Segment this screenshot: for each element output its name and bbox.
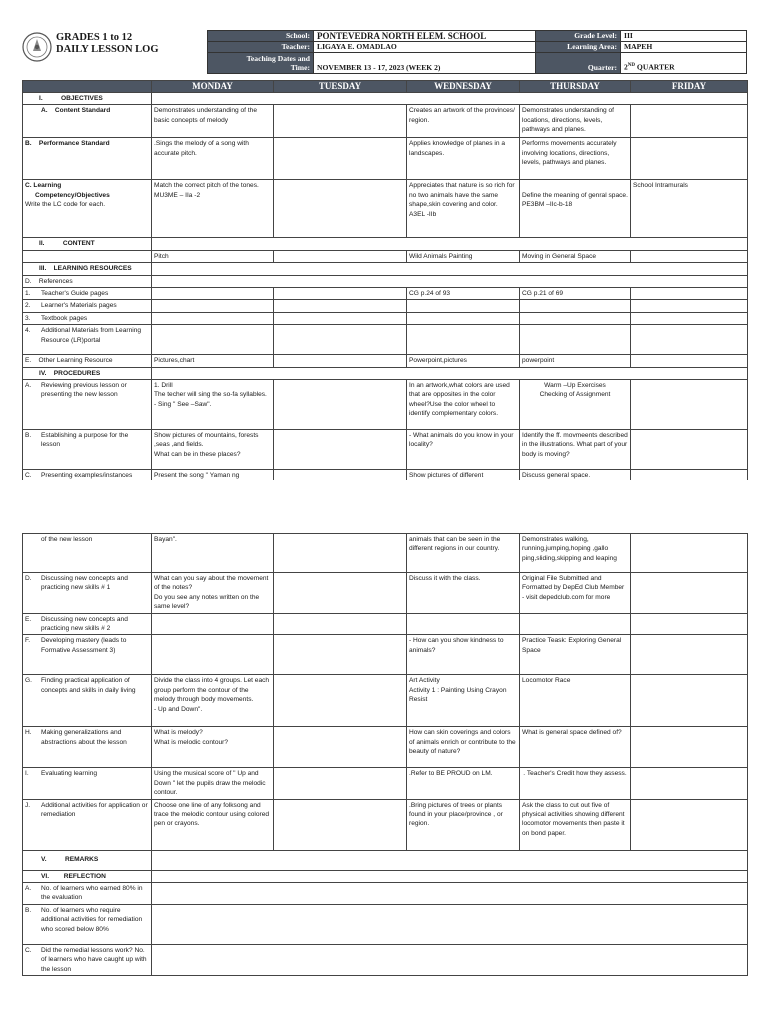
item-label: Establishing a purpose for the lesson (41, 432, 129, 449)
item-number: 4. (25, 327, 31, 335)
table-row (23, 238, 748, 250)
page-gap (0, 480, 768, 522)
table-row (23, 263, 748, 275)
table-row (23, 534, 748, 573)
table-row (23, 883, 748, 905)
cell-fri (631, 355, 748, 367)
teacher-value: LIGAYA E. OMADLAO (314, 42, 536, 53)
row-label-reviewing (23, 380, 152, 430)
cell-tue (274, 799, 407, 850)
day-monday: MONDAY (152, 81, 274, 93)
cell-fri: School Intramurals (631, 180, 748, 238)
cell-mon (152, 300, 274, 312)
cell-thu: Identify the ff. movmeents described in the illustrations. What part of your body is moving? (520, 430, 631, 470)
dates-text: NOVEMBER 13 - 17, 2023 (WEEK 2) (317, 63, 441, 72)
item-label: Making generalizations and abstractions about the lesson (41, 729, 127, 746)
cell-mon: Present the song " Yaman ng (152, 470, 274, 482)
cell-wed: Appreciates that nature is so rich for no two animals have the same shape,skin covering and color. A3EL -IIb (407, 180, 520, 238)
cell-wed: Powerpoint,pictures (407, 355, 520, 367)
cell-wed (407, 300, 520, 312)
item-label: Teacher's Guide pages (41, 290, 109, 298)
cell-fri (631, 768, 748, 799)
cell-tue (274, 180, 407, 238)
day-header-blank (23, 81, 152, 93)
school-value: PONTEVEDRA NORTH ELEM. SCHOOL (314, 31, 536, 42)
item-label: Additional activities for application or remediation (41, 801, 148, 819)
table-row (23, 675, 748, 727)
deped-seal-logo (22, 31, 52, 63)
item-label: Developing mastery (leads to Formative Assessment 3) (41, 637, 127, 654)
cell-mon: Show pictures of mountains, forests ,seas ,and fields. What can be in these places? (152, 430, 274, 470)
table-row (23, 312, 748, 324)
table-row (23, 288, 748, 300)
day-header-row (23, 81, 748, 93)
row-label-evaluating (23, 768, 152, 799)
cell-mon (152, 288, 274, 300)
cell-thu (520, 325, 631, 355)
quarter-num: 2 (624, 63, 628, 72)
cell-thu (520, 300, 631, 312)
row-label-reflection-c (23, 944, 152, 975)
cell-thu: Demonstrates understanding of locations, directions, levels, pathways and planes. (520, 105, 631, 138)
row-label-reflection-a (23, 883, 152, 905)
table-row (23, 944, 748, 975)
item-number: B. (25, 906, 32, 914)
cell-mon: Pitch (152, 250, 274, 262)
quarter-label-text: Quarter: (587, 63, 617, 72)
item-number: C. (25, 946, 32, 954)
cell-wed: Creates an artwork of the provinces/ region. (407, 105, 520, 138)
cell-fri (631, 380, 748, 430)
lc-label-2: Competency/Objectives (35, 191, 110, 199)
empty-cell (152, 263, 748, 275)
item-number: E. (25, 615, 32, 623)
cell-tue (274, 613, 407, 635)
dates-label (208, 53, 314, 74)
cell-mon (152, 312, 274, 324)
cell-fri (631, 635, 748, 675)
table-row (23, 870, 748, 882)
table-row (23, 799, 748, 850)
cell-wed: - What animals do you know in your locality? (407, 430, 520, 470)
cell-mon: Pictures,chart (152, 355, 274, 367)
cell-mon: Divide the class into 4 groups. Let each group perform the contour of the melody through body movements. - Up and Down". (152, 675, 274, 727)
item-number: C. (25, 472, 32, 480)
teacher-label: Teacher: (208, 42, 314, 53)
row-label-discussing-1 (23, 573, 152, 614)
cell-tue (274, 312, 407, 324)
cell-tue (274, 573, 407, 614)
cell-fri (631, 138, 748, 180)
table-row (23, 367, 748, 379)
cell-wed: In an artwork,what colors are used that are opposites in the color wheel?Use the color wheel to identify complementary colors. (407, 380, 520, 430)
quarter-value (621, 53, 747, 74)
row-label-competency (23, 180, 152, 238)
cell-fri (631, 799, 748, 850)
row-label-reflection-b (23, 904, 152, 944)
table-row (23, 325, 748, 355)
cell-thu (520, 613, 631, 635)
day-tuesday: TUESDAY (274, 81, 407, 93)
reflection-c-cell (152, 944, 748, 975)
row-label-learners-materials (23, 300, 152, 312)
cell-thu: Define the meaning of genral space. PE3BM –IIc-b-18 (520, 180, 631, 238)
cell-thu: Original File Submitted and Formatted by DepEd Club Member - visit depedclub.com for more (520, 573, 631, 614)
cell-fri (631, 288, 748, 300)
item-label: Finding practical application of concepts and skills in daily living (41, 677, 136, 694)
dates-label-line-2: Time: (290, 63, 310, 72)
cell-wed: Applies knowledge of planes in a landscapes. (407, 138, 520, 180)
cell-fri (631, 300, 748, 312)
table-row (23, 180, 748, 238)
cell-wed: .Bring pictures of trees or plants found in your place/province , or region. (407, 799, 520, 850)
item-number: G. (25, 677, 32, 685)
item-label: Presenting examples/instances (41, 472, 133, 480)
item-number: D. (25, 575, 32, 582)
title-line-1: GRADES 1 to 12 (56, 32, 133, 43)
cell-thu: What is general space defined of? (520, 727, 631, 768)
item-label: Reviewing previous lesson or presenting the new lesson (41, 382, 127, 399)
row-label-additional-materials (23, 325, 152, 355)
cell-tue (274, 138, 407, 180)
cell-thu: Ask the class to cut out five of physical activities showing different locomotor movements then paste it on bond paper. (520, 799, 631, 850)
row-label-additional-activities (23, 799, 152, 850)
row-label-generalizations (23, 727, 152, 768)
reflection-a-cell (152, 883, 748, 905)
cell-thu: Demonstrates walking, running,jumping,hoping ,gallo ping,sliding,skipping and leaping (520, 534, 631, 573)
cell-mon: Demonstrates understanding of the basic concepts of melody (152, 105, 274, 138)
document-title (56, 32, 159, 56)
empty-cell (152, 93, 748, 105)
cell-wed: How can skin coverings and colors of animals enrich or contribute to the beauty of nature? (407, 727, 520, 768)
lc-label-3: Write the LC code for each. (25, 201, 106, 209)
lesson-log-table-1 (22, 80, 748, 482)
row-label-examples-cont: of the new lesson (23, 534, 152, 573)
cell-wed: Art Activity Activity 1 : Painting Using Crayon Resist (407, 675, 520, 727)
row-label-performance-standard: B. Performance Standard (23, 138, 152, 180)
section-procedures: IV. PROCEDURES (23, 367, 152, 379)
item-label: Additional Materials from Learning Resource (LR)portal (41, 327, 142, 344)
quarter-word: QUARTER (635, 63, 675, 72)
cell-tue (274, 380, 407, 430)
table-row (23, 573, 748, 614)
dates-value (314, 53, 536, 74)
table-row (23, 635, 748, 675)
cell-thu: . Teacher's Credit how they assess. (520, 768, 631, 799)
cell-fri (631, 727, 748, 768)
table-row (23, 355, 748, 367)
cell-tue (274, 675, 407, 727)
item-label: No. of learners who require additional activities for remediation who scored below 80% (41, 906, 143, 933)
item-number: F. (25, 637, 31, 645)
row-label-practical (23, 675, 152, 727)
cell-fri (631, 325, 748, 355)
area-label: Learning Area: (536, 42, 621, 53)
day-thursday: THURSDAY (520, 81, 631, 93)
item-number: I. (25, 770, 29, 778)
cell-wed (407, 613, 520, 635)
cell-fri (631, 430, 748, 470)
item-number: 1. (25, 290, 31, 298)
cell-thu: Moving in General Space (520, 250, 631, 262)
table-row (23, 105, 748, 138)
cell-mon (152, 635, 274, 675)
cell-tue (274, 635, 407, 675)
cell-tue (274, 430, 407, 470)
cell-tue (274, 288, 407, 300)
row-label-content-standard: A. Content Standard (23, 105, 152, 138)
item-number: A. (25, 885, 32, 893)
item-label: Evaluating learning (41, 770, 98, 778)
cell-thu: Locomotor Race (520, 675, 631, 727)
cell-wed (407, 325, 520, 355)
day-friday: FRIDAY (631, 81, 748, 93)
cell-wed: CG p.24 of 93 (407, 288, 520, 300)
cell-wed: .Refer to BE PROUD on LM. (407, 768, 520, 799)
row-label-purpose (23, 430, 152, 470)
table-row (23, 430, 748, 470)
cell-fri (631, 675, 748, 727)
cell-tue (274, 534, 407, 573)
row-label-discussing-2 (23, 613, 152, 635)
day-wednesday: WEDNESDAY (407, 81, 520, 93)
row-label-textbook (23, 312, 152, 324)
page-1 (0, 0, 768, 480)
cell-fri (631, 613, 748, 635)
item-label: Did the remedial lessons work? No. of learners who have caught up with the lesson (41, 946, 147, 973)
cell-thu: Warm –Up Exercises Checking of Assignment (520, 380, 631, 430)
cell-fri (631, 250, 748, 262)
cell-mon: What is melody? What is melodic contour? (152, 727, 274, 768)
cell-wed (407, 312, 520, 324)
item-label: Textbook pages (41, 314, 88, 322)
item-number: B. (25, 432, 32, 440)
cell-mon: Choose one line of any folksong and trace the melodic contour using colored pen or crayons. (152, 799, 274, 850)
school-label: School: (208, 31, 314, 42)
cell-wed: Wild Animals Painting (407, 250, 520, 262)
row-label-mastery (23, 635, 152, 675)
empty-cell (152, 367, 748, 379)
table-row (23, 93, 748, 105)
cell-tue (274, 105, 407, 138)
cell-mon: What can you say about the movement of the notes? Do you see any notes written on the same level? (152, 573, 274, 614)
table-row (23, 727, 748, 768)
quarter-sup: ND (627, 63, 636, 69)
cell-wed: animals that can be seen in the different regions in our country. (407, 534, 520, 573)
table-row (23, 768, 748, 799)
cell-mon (152, 325, 274, 355)
blank-label (23, 250, 152, 262)
empty-cell (152, 238, 748, 250)
cell-thu: powerpoint (520, 355, 631, 367)
lesson-log-table-2 (22, 533, 748, 976)
cell-mon (152, 613, 274, 635)
section-reflection: VI. REFLECTION (23, 870, 152, 882)
grade-label: Grade Level: (536, 31, 621, 42)
table-row (23, 613, 748, 635)
lc-label-1: C. Learning (25, 182, 62, 190)
item-label: Discussing new concepts and practicing new skills # 1 (41, 575, 128, 592)
table-row (23, 138, 748, 180)
cell-thu: Practice Teask: Exploring General Space (520, 635, 631, 675)
item-number: 3. (25, 314, 31, 322)
table-row (23, 850, 748, 870)
section-remarks: V. REMARKS (23, 850, 152, 870)
empty-cell (152, 275, 748, 287)
cell-mon: .Sings the melody of a song with accurate pitch. (152, 138, 274, 180)
table-row (23, 380, 748, 430)
cell-fri (631, 105, 748, 138)
table-row (23, 300, 748, 312)
item-number: J. (25, 801, 31, 809)
cell-thu: Discuss general space. (520, 470, 631, 482)
cell-fri (631, 312, 748, 324)
dates-label-line-1: Teaching Dates and (246, 54, 310, 63)
section-learning-resources: III. LEARNING RESOURCES (23, 263, 152, 275)
cell-tue (274, 355, 407, 367)
item-number: A. (25, 382, 32, 390)
section-objectives: I. OBJECTIVES (23, 93, 152, 105)
cell-mon: Using the musical score of " Up and Down " let the pupils draw the melodic contour. (152, 768, 274, 799)
cell-wed: Discuss it with the class. (407, 573, 520, 614)
row-label-references: D. References (23, 275, 152, 287)
cell-thu (520, 312, 631, 324)
cell-mon: Match the correct pitch of the tones. MU3ME – IIa -2 (152, 180, 274, 238)
cell-tue (274, 727, 407, 768)
cell-thu: CG p.21 of 69 (520, 288, 631, 300)
table-row (23, 250, 748, 262)
quarter-label (536, 53, 621, 74)
cell-tue (274, 768, 407, 799)
cell-tue (274, 250, 407, 262)
cell-tue (274, 325, 407, 355)
row-label-teachers-guide (23, 288, 152, 300)
section-content: II. CONTENT (23, 238, 152, 250)
table-row (23, 275, 748, 287)
item-label: Learner's Materials pages (41, 302, 117, 310)
cell-fri (631, 534, 748, 573)
grade-value: III (621, 31, 747, 42)
reflection-b-cell (152, 904, 748, 944)
header-info-table (207, 30, 747, 74)
reflection-cell (152, 870, 748, 882)
table-row (23, 904, 748, 944)
item-label: No. of learners who earned 80% in the evaluation (41, 885, 143, 902)
cell-wed: Show pictures of different (407, 470, 520, 482)
item-number: 2. (25, 302, 31, 310)
title-line-2: DAILY LESSON LOG (56, 44, 159, 55)
item-label: Discussing new concepts and practicing new skills # 2 (41, 615, 128, 633)
item-number: H. (25, 729, 32, 737)
row-label-other-resource: E. Other Learning Resource (23, 355, 152, 367)
cell-thu: Performs movements accurately involving locations, directions, levels, pathways and planes. (520, 138, 631, 180)
cell-wed: - How can you show kindness to animals? (407, 635, 520, 675)
cell-mon: 1. Drill The techer will sing the so-fa syllables. - Sing " See –Saw". (152, 380, 274, 430)
remarks-cell (152, 850, 748, 870)
cell-tue (274, 300, 407, 312)
area-value: MAPEH (621, 42, 747, 53)
cell-fri (631, 573, 748, 614)
cell-mon: Bayan". (152, 534, 274, 573)
